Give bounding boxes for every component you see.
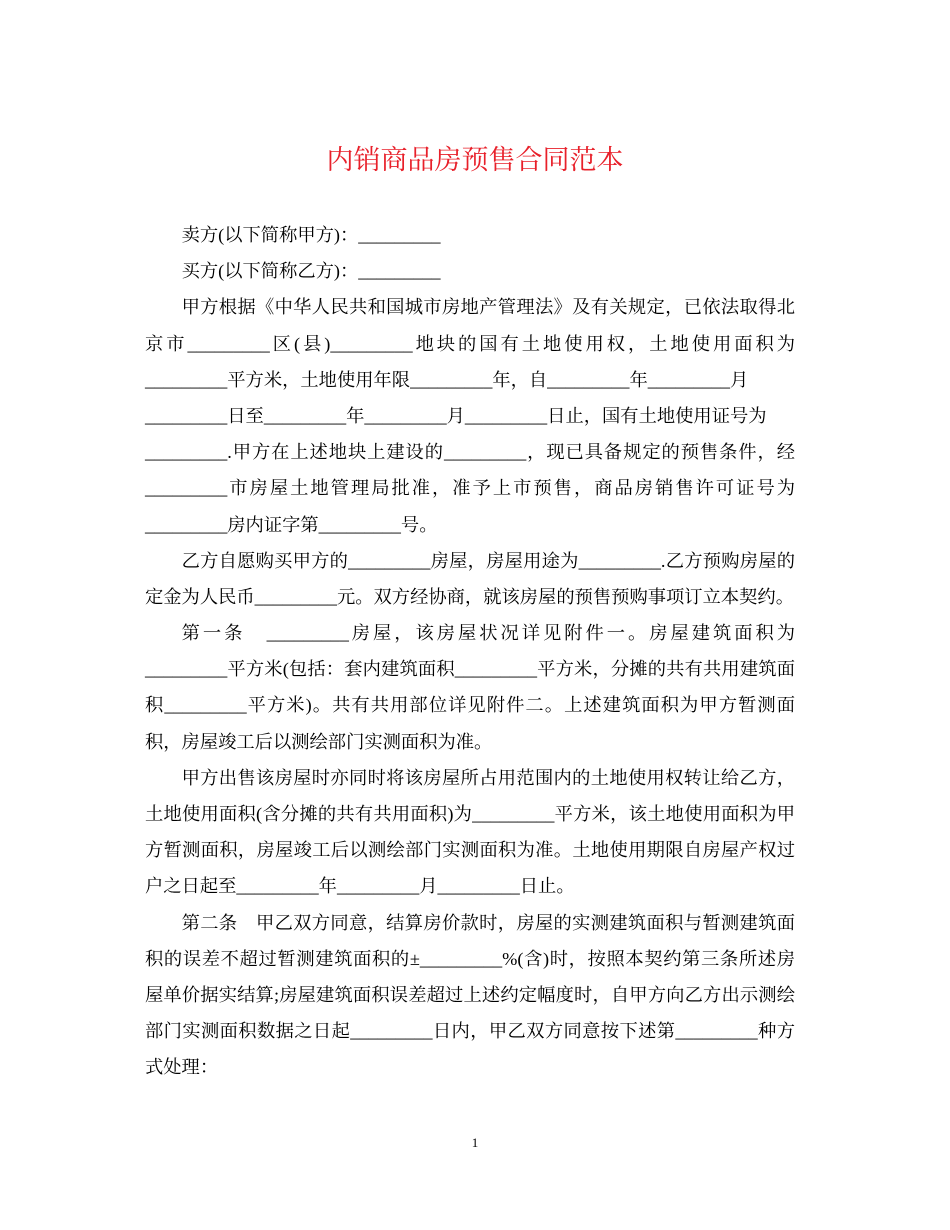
page-number: 1: [471, 1135, 479, 1150]
land-rights-paragraph: [145, 289, 795, 542]
seller-paragraph: [145, 217, 795, 253]
text-line: 方暂测面积，房屋竣工后以测绘部门实测面积为准。土地使用期限自房屋产权过: [145, 840, 795, 861]
text-line: _________市房屋土地管理局批准，准予上市预售，商品房销售许可证号为: [145, 478, 795, 499]
text-line: _________.甲方在上述地块上建设的_________，现已具备规定的预售条件，经: [145, 442, 795, 463]
text-line: 买方(以下简称乙方)：_________: [181, 261, 441, 282]
text-line: 京市_________区(县)_________地块的国有土地使用权，土地使用面积为: [145, 333, 795, 354]
text-line: 甲方根据《中华人民共和国城市房地产管理法》及有关规定，已依法取得北: [181, 297, 795, 318]
purchase-deposit-paragraph: [145, 543, 795, 615]
text-line: 乙方自愿购买甲方的_________房屋，房屋用途为_________.乙方预购房屋的: [181, 550, 795, 571]
text-line: 土地使用面积(含分摊的共有共用面积)为_________平方米，该土地使用面积为甲: [145, 804, 795, 824]
text-line: _________房内证字第_________号。: [145, 514, 438, 535]
text-line: 甲方出售该房屋时亦同时将该房屋所占用范围内的土地使用权转让给乙方，: [181, 767, 795, 788]
text-line: 户之日起至_________年_________月_________日止。: [145, 876, 575, 897]
text-line: 积_________平方米)。共有共用部位详见附件二。上述建筑面积为甲方暂测面: [145, 695, 795, 716]
text-line: _________平方米，土地使用年限_________年，自_________年_________月: [145, 369, 749, 390]
article-1-paragraph: [145, 615, 795, 760]
text-line: 积的误差不超过暂测建筑面积的±_________%(含)时，按照本契约第三条所述房: [145, 948, 795, 969]
text-line: 积，房屋竣工后以测绘部门实测面积为准。: [145, 731, 493, 752]
text-line: 卖方(以下简称甲方)：_________: [181, 225, 441, 245]
text-line: 第二条 甲乙双方同意，结算房价款时，房屋的实测建筑面积与暂测建筑面: [181, 912, 795, 933]
text-line: _________平方米(包括：套内建筑面积_________平方米，分摊的共有共用建筑面: [145, 659, 795, 680]
buyer-paragraph: [145, 253, 795, 289]
text-line: 屋单价据实结算;房屋建筑面积误差超过上述约定幅度时，自甲方向乙方出示测绘: [145, 984, 795, 1005]
land-use-transfer-paragraph: [145, 760, 795, 905]
text-line: 部门实测面积数据之日起_________日内，甲乙双方同意按下述第_________种方: [145, 1021, 795, 1042]
text-line: 第一条 _________房屋，该房屋状况详见附件一。房屋建筑面积为: [181, 623, 795, 644]
document-title: 内销商品房预售合同范本: [326, 145, 624, 175]
document-body: [145, 217, 795, 1086]
article-2-paragraph: [145, 905, 795, 1086]
text-line: _________日至_________年_________月_________日止，国有土地使用证号为: [145, 405, 767, 426]
text-line: 定金为人民币_________元。双方经协商，就该房屋的预售预购事项订立本契约。: [145, 586, 794, 607]
text-line: 式处理：: [145, 1057, 219, 1078]
